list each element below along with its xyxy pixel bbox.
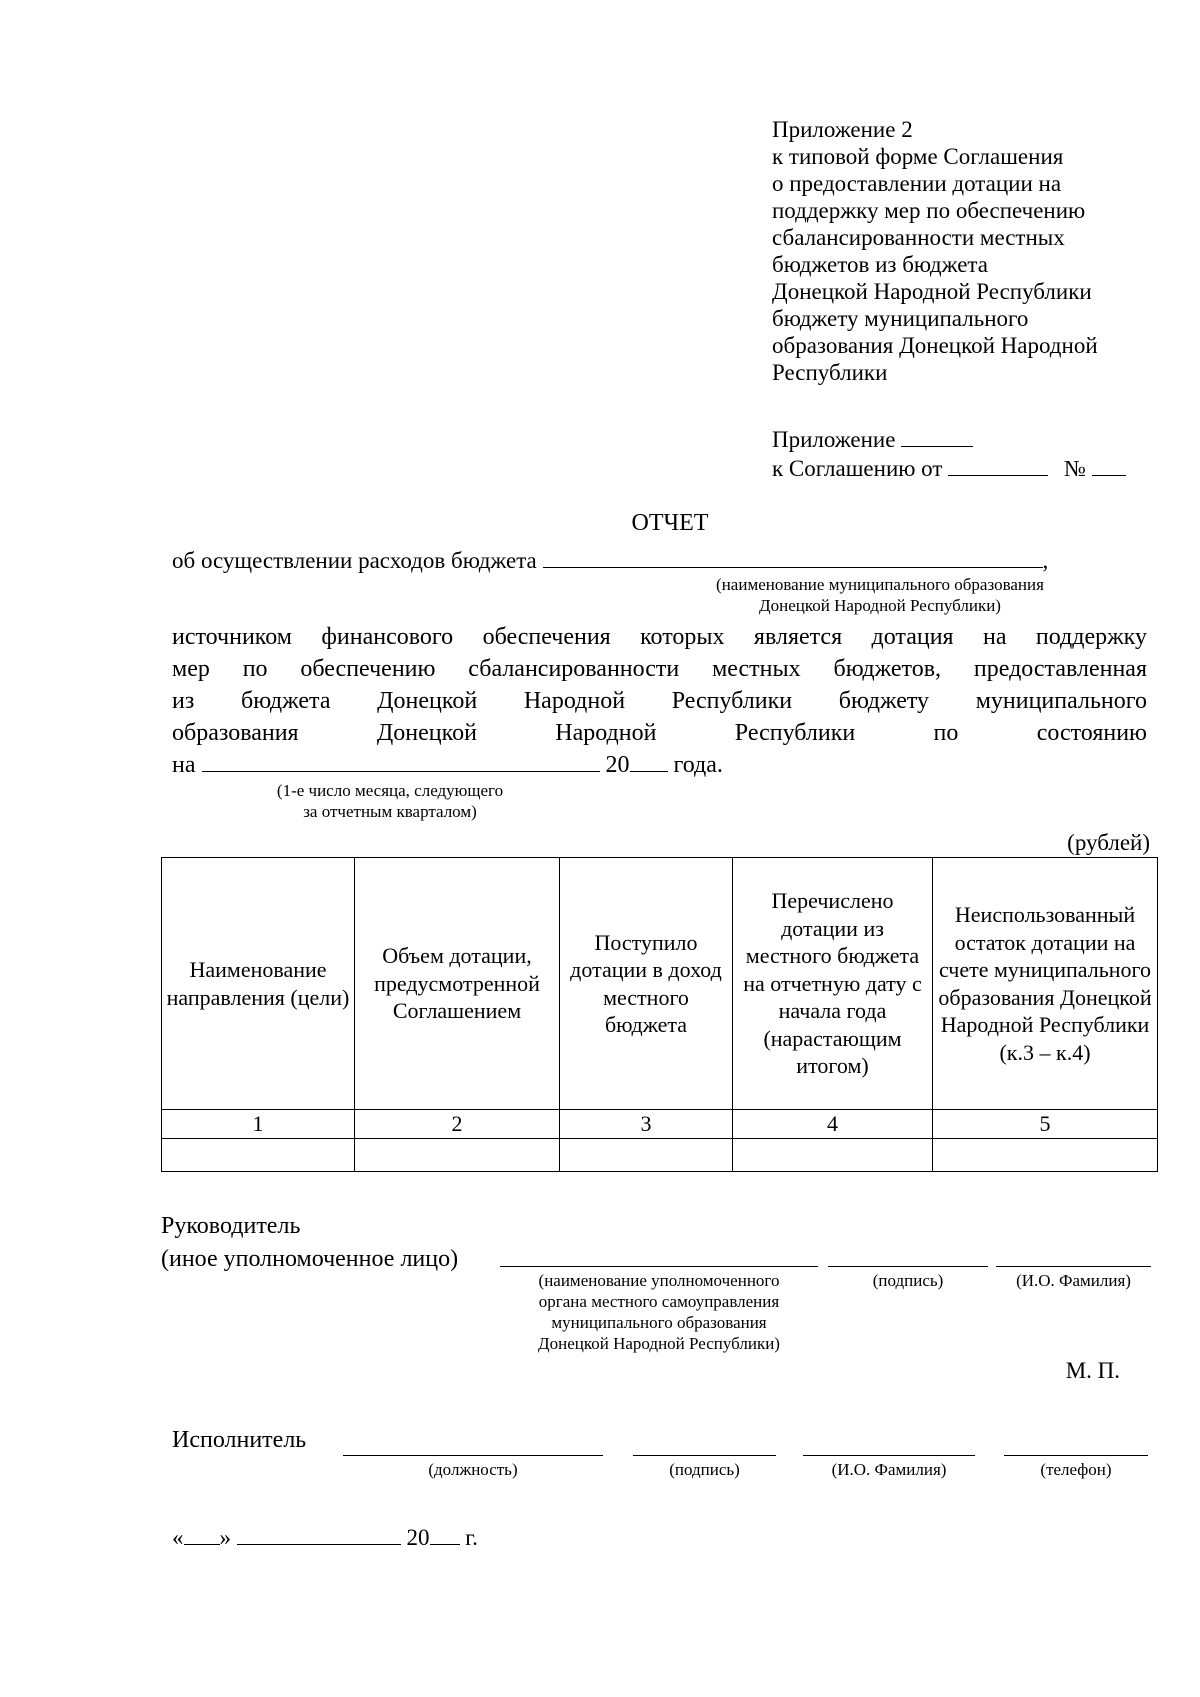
header-cell: Неиспользованный остаток дотации на счете муниципального образования Донецкой Народной Республики (к.3 – к.4)	[933, 858, 1158, 1110]
header-cell: Наименование направления (цели)	[162, 858, 355, 1110]
appendix-line: к типовой форме Соглашения	[772, 144, 1064, 169]
sign-blank-line	[828, 1266, 988, 1267]
header-cell: Поступило дотации в доход местного бюджета	[560, 858, 733, 1110]
data-cell	[355, 1138, 560, 1171]
name2-blank-line	[803, 1455, 975, 1456]
report-title: ОТЧЕТ	[631, 510, 709, 536]
seal-label: М. П.	[1065, 1358, 1120, 1383]
ref-agreement-label: к Соглашению от	[772, 456, 943, 481]
number-cell: 4	[733, 1110, 933, 1139]
appendix-line: Приложение 2	[772, 117, 913, 142]
ref-appendix-label: Приложение	[772, 427, 896, 452]
agreement-number-blank	[1092, 453, 1126, 476]
data-cell	[733, 1138, 933, 1171]
header-cell: Перечислено дотации из местного бюджета на отчетную дату с начала года (нарастающим итогом)	[733, 858, 933, 1110]
caption-name: (И.О. Фамилия)	[1016, 1271, 1131, 1290]
sign2-blank-line	[633, 1455, 776, 1456]
table-row	[162, 1138, 1158, 1171]
data-cell	[933, 1138, 1158, 1171]
number-sign: №	[1063, 456, 1086, 481]
year-blank	[630, 749, 668, 772]
agreement-date-blank	[948, 453, 1048, 476]
executor-label: Исполнитель	[172, 1427, 307, 1453]
appendix-line: образования Донецкой Народной	[772, 333, 1098, 358]
table-number-row	[162, 1110, 1158, 1139]
table-header-row	[162, 858, 1158, 1110]
month-blank	[237, 1522, 401, 1545]
appendix-line: Донецкой Народной Республики	[772, 279, 1092, 304]
appendix-line: поддержку мер по обеспечению	[772, 198, 1086, 223]
appendix-line: сбалансированности местных	[772, 225, 1065, 250]
head-label: Руководитель (иное уполномоченное лицо)	[161, 1213, 459, 1272]
header-cell: Объем дотации, предусмотренной Соглашением	[355, 858, 560, 1110]
phone-blank-line	[1004, 1455, 1148, 1456]
body-line: образования Донецкой Народной Республики по состоянию	[172, 720, 1147, 746]
name-blank-line	[996, 1266, 1151, 1267]
date-blank	[202, 749, 600, 772]
appendix-line: бюджету муниципального	[772, 306, 1029, 331]
day-blank	[184, 1522, 220, 1545]
caption-name2: (И.О. Фамилия)	[831, 1460, 947, 1479]
caption-sign: (подпись)	[872, 1271, 944, 1290]
report-line1: об осуществлении расходов бюджета ,	[172, 545, 1162, 574]
appendix-line: Республики	[772, 360, 888, 385]
body-line: источником финансового обеспечения которых является дотация на поддержку	[172, 624, 1147, 650]
appendix-line: о предоставлении дотации на	[772, 171, 1062, 196]
caption-phone: (телефон)	[1040, 1460, 1112, 1479]
agreement-ref	[772, 424, 1172, 482]
sign-date-line: « » 20 г.	[172, 1522, 672, 1551]
data-cell	[560, 1138, 733, 1171]
number-cell: 1	[162, 1110, 355, 1139]
report-table	[161, 857, 1158, 1172]
caption-date: (1-е число месяца, следующего за отчетным кварталом)	[276, 781, 504, 821]
report-body	[172, 621, 1147, 781]
municipality-blank	[543, 545, 1043, 568]
data-cell	[162, 1138, 355, 1171]
appendix-block	[772, 116, 1172, 386]
caption-sign2: (подпись)	[669, 1460, 740, 1479]
body-line: из бюджета Донецкой Народной Республики бюджету муниципального	[172, 688, 1147, 714]
org-blank-line	[500, 1266, 818, 1267]
body-line: мер по обеспечению сбалансированности местных бюджетов, предоставленная	[172, 656, 1147, 682]
caption-municipality: (наименование муниципального образования Донецкой Народной Республики)	[716, 575, 1044, 615]
units-label: (рублей)	[1067, 830, 1150, 855]
date-line: на 20 года.	[172, 749, 1147, 781]
number-cell: 5	[933, 1110, 1158, 1139]
number-cell: 3	[560, 1110, 733, 1139]
sign-year-blank	[430, 1522, 460, 1545]
caption-org: (наименование уполномоченного органа местного самоуправления муниципального образования Донецкой Народной Республики)	[538, 1271, 780, 1353]
appendix-number-blank	[901, 424, 973, 447]
appendix-line: бюджетов из бюджета	[772, 252, 988, 277]
caption-position: (должность)	[428, 1460, 518, 1479]
position-blank-line	[343, 1455, 603, 1456]
number-cell: 2	[355, 1110, 560, 1139]
